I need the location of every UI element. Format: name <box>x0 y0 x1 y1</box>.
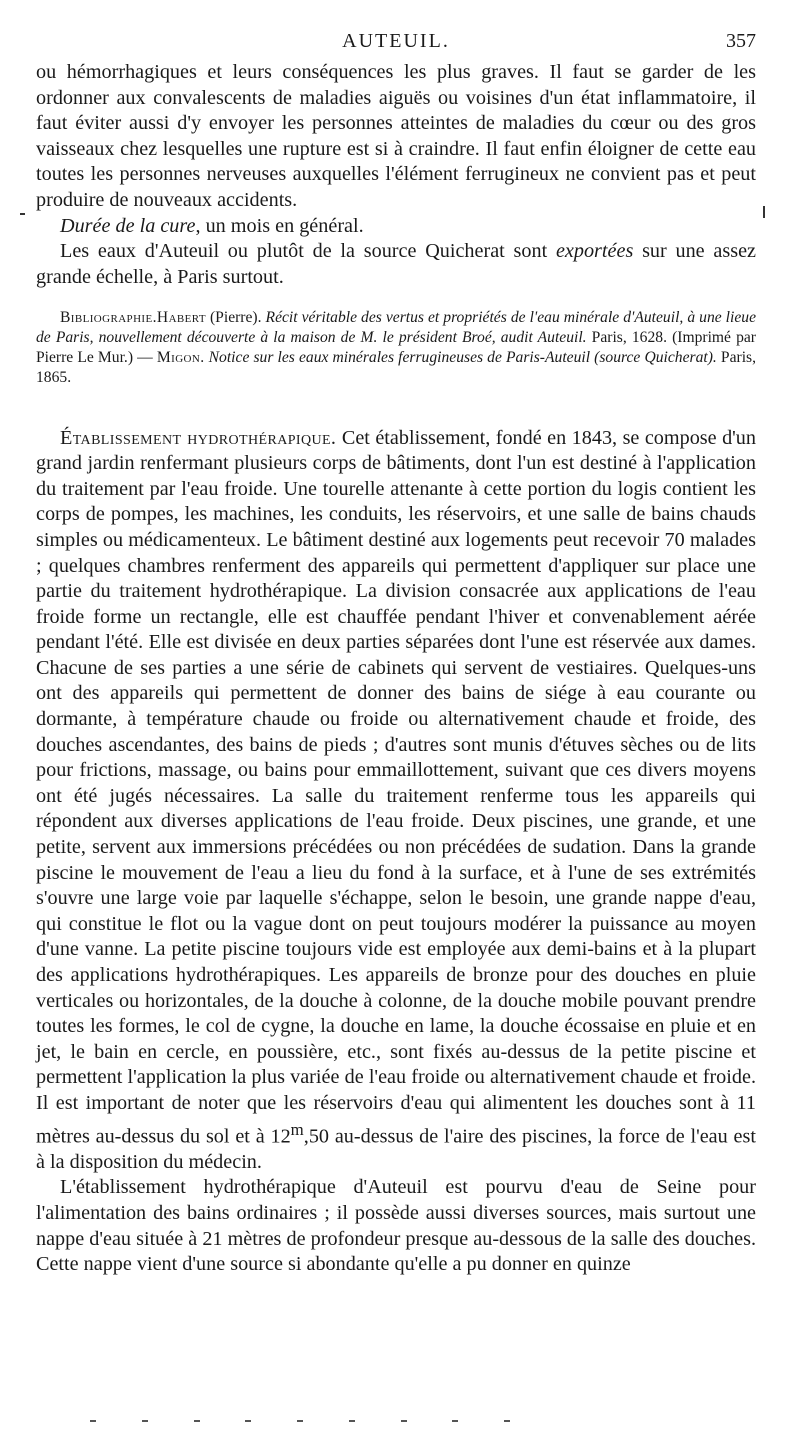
export-emphasis: exportées <box>555 240 634 263</box>
paragraph-water-supply: L'établissement hydrothérapique d'Auteuil est pourvu d'eau de Seine pour l'alimentation des bains ordinaires ; il possède aussi diverses sources, mais surtout une nappe d'eau située à 21 mètres de profondeur presque au-dessous de la salle des douches. Cette nappe vient d'une source si abondante qu'elle a pu donner en quinze <box>36 1176 756 1276</box>
export-text-before: Les eaux d'Auteuil ou plutôt de la source Quicherat sont <box>60 240 556 263</box>
duration-label: Durée de la cure <box>60 214 196 237</box>
bibliography-author-1-name: (Pierre). <box>205 309 266 327</box>
bibliography-imprint-1: Paris, 1628. (Imprimé par Pierre Le Mur.) — <box>36 329 756 366</box>
bibliography-title-1: Récit véritable des vertus et propriétés de l'eau minérale d'Auteuil, à une lieue de Paris, nouvellement découverte à la maison de M. le président Broé, audit Auteuil. <box>36 309 756 347</box>
bibliography <box>36 308 756 387</box>
duration-text: , un mois en général. <box>195 214 364 237</box>
running-head <box>36 30 756 60</box>
etablissement-text-end: ,50 au-dessus de l'aire des piscines, la force de l'eau est à la disposition du médecin. <box>36 1125 756 1173</box>
page-number: 357 <box>726 30 756 52</box>
bibliography-label: Bibliographie. <box>60 309 157 327</box>
paragraph-export <box>36 239 756 290</box>
bibliography-imprint-2: Paris, 1865. <box>36 348 757 386</box>
export-text-after: sur une assez grande échelle, à Paris surtout. <box>36 240 756 288</box>
etablissement-unit-superscript: m <box>290 1119 304 1139</box>
book-page <box>36 30 756 1278</box>
bibliography-title-2: Notice sur les eaux minérales ferrugineuses de Paris-Auteuil (source Quicherat). <box>204 348 717 366</box>
paragraph-duration <box>36 214 756 240</box>
etablissement-text: Cet établissement, fondé en 1843, se compose d'un grand jardin renfermant plusieurs corps de bâtiments, dont l'un est destiné à l'application du traitement par l'eau froide. Une tourelle attenante à cette portion du logis contient les corps de pompes, les machines, les conduits, les réservoirs, et une salle de bains chauds simples ou médicamenteux. Le bâtiment destiné aux logements peut recevoir 70 malades ; quelques chambres renferment des appareils qui permettent d'appliquer sur place une partie du traitement hydrothérapique. La division consacrée aux applications de l'eau froide forme un rectangle, elle est chauffée pendant l'hiver et convenablement aérée pendant l'été. Elle est divisée en deux parties séparées dont l'une est réservée aux dames. Chacune de ses parties a une série de cabinets qui servent de vestiaires. Quelques-uns ont des appareils qui permettent de donner des bains de siége à eau courante ou dormante, à température chaude ou froide ou alternativement chaude et froide, des douches ascendantes, des bains de pieds ; d'autres sont munis d'étuves sèches ou de lits pour frictions, massage, ou bains pour emmaillottement, suivant que ces divers moyens ont été jugés nécessaires. La salle du traitement renferme tous les appareils qui répondent aux diverses applications de l'eau froide. Deux piscines, une grande, et une petite, servent aux immersions précédées ou non précédées de sudation. Dans la grande piscine le mouvement de l'eau a lieu du fond à la surface, et à l'une de ses extrémités s'ouvre une large voie par laquelle s'échappe, selon le besoin, une grande nappe d'eau, qui constitue le flot ou la vague dont on peut toujours modérer la puissance au moyen d'une vanne. La petite piscine toujours vide est employée aux demi-bains et à la plupart des applications hydrothérapiques. Les appareils de bronze pour des douches en pluie verticales ou horizontales, de la douche à colonne, de la douche mobile pouvant prendre toutes les formes, le col de cygne, la douche en lame, la douche écossaise en pluie et en jet, le bain en cercle, en poussière, etc., sont fixés au-dessus de la petite piscine et permettent l'application la plus variée de l'eau froide ou alternativement chaude et froide. Il est important de noter que les réservoirs d'eau qui alimentent les douches sont à 11 mètres au-dessus du sol et à 12 <box>36 426 756 1148</box>
section-heading-etablissement: Établissement hydrothérapique. <box>60 426 337 449</box>
running-title: AUTEUIL. <box>342 30 450 52</box>
margin-mark <box>20 213 25 215</box>
paragraph-contraindications: ou hémorrhagiques et leurs conséquences les plus graves. Il faut se garder de les ordonner aux convalescents de maladies aiguës ou voisines d'un état inflammatoire, il faut éviter aussi d'y envoyer les personnes atteintes de maladies du cœur ou des gros vaisseaux chez lesquelles une rupture est si à craindre. Il faut enfin éloigner de cette eau toutes les personnes nerveuses auxquelles l'élément ferrugineux ne convient pas et peut produire de nouveaux accidents. <box>36 61 756 211</box>
paragraph-etablissement <box>36 426 756 1176</box>
scan-artifact-dots <box>90 1418 510 1424</box>
margin-mark <box>763 206 765 218</box>
bibliography-author-2: Migon. <box>156 348 205 366</box>
bibliography-author-1: Habert <box>156 309 206 327</box>
